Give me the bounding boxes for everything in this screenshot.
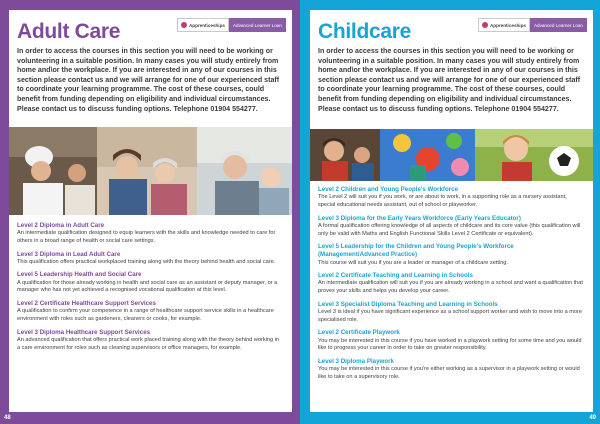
course-item	[17, 251, 283, 267]
course-description: An intermediate qualification will suit you if you are already working in a school and want a qualification that proves your skills and helps you develop your career.	[318, 280, 583, 295]
course-item	[318, 215, 584, 239]
course-item	[17, 300, 283, 324]
course-description: Level 3 is ideal if you have significant experience as a school support worker and wish to move into a more specialised role.	[318, 308, 582, 323]
adult-care-photo-strip	[9, 127, 292, 215]
intro-paragraph: In order to access the courses in this section you will need to be working or volunteering in a suitable position. In many cases you will study entirely from home and\or the workplace. If you are interested in any of our courses in this section please contact us and we will arrange for one of our experienced staff to coordinate your learning programme. The cost of these courses, could benefit from funding depending on eligibility and individual circumstances. Please contact us to discuss funding options. Telephone 01904 554277.	[17, 47, 280, 113]
course-item	[318, 272, 584, 296]
childcare-photo	[310, 129, 593, 181]
course-title: Level 2 Certificate Healthcare Support Services	[17, 299, 156, 307]
logo-tag: Advanced Learner Loan	[530, 18, 587, 32]
course-description: You may be interested in this course if you're either working as a supervisor in a playwork setting or would like to take on a supervisory role.	[318, 366, 580, 381]
course-item	[318, 186, 584, 210]
adult-care-panel	[9, 10, 292, 412]
course-title: Level 2 Certificate Teaching and Learning in Schools	[318, 272, 473, 280]
course-title: Level 5 Leadership Health and Social Care	[17, 271, 142, 279]
apprenticeships-logo	[478, 18, 587, 32]
course-item	[318, 358, 584, 382]
adult-care-course-list	[17, 222, 283, 357]
childcare-photo-strip	[310, 129, 593, 181]
course-description: This qualification offers practical workplaced training along with the theory behind health and social care.	[17, 258, 276, 265]
course-title: Level 2 Certificate Playwork	[318, 329, 400, 337]
page-title: Childcare	[318, 20, 411, 43]
logo-mark	[478, 18, 530, 32]
course-description: An intermediate qualification designed to equip learners with the skills and knowledge needed to care for others in a broad range of health or social care settings.	[17, 230, 276, 245]
logo-brand-text: Apprenticeships	[188, 22, 225, 28]
course-description: You may be interested in this course if you have worked in a playwork setting for some time and you would like to progress your career in order to take on greater responsibility.	[318, 337, 582, 352]
logo-mark	[177, 18, 229, 32]
logo-brand-text: Apprenticeships	[489, 22, 526, 28]
course-description: A formal qualification offering knowledge of all aspects of childcare and its core value (this qualification will only be valid with Maths and English Functional Skills Level 2 Certificate or equivalent).	[318, 222, 581, 237]
childcare-page	[300, 0, 600, 424]
course-item	[17, 329, 283, 353]
course-item	[318, 329, 584, 353]
course-item	[17, 271, 283, 295]
course-title: Level 5 Leadership for the Children and Young People's Workforce (Management/Advanced Practice)	[318, 243, 514, 259]
course-item	[17, 222, 283, 246]
childcare-panel	[310, 10, 593, 412]
logo-dot-icon	[482, 22, 488, 28]
course-title: Level 3 Diploma for the Early Years Workforce (Early Years Educator)	[318, 214, 521, 222]
course-title: Level 3 Specialist Diploma Teaching and Learning in Schools	[318, 300, 498, 308]
course-item	[318, 301, 584, 325]
course-title: Level 2 Children and Young People's Workforce	[318, 186, 459, 193]
course-description: This course will suit you if you are a leader or manager of a childcare setting.	[318, 259, 508, 266]
course-title: Level 3 Diploma Playwork	[318, 357, 394, 365]
course-title: Level 3 Diploma Healthcare Support Services	[17, 328, 151, 336]
course-description: An advanced qualification that offers practical work placed training along with the theory behind working in a care environment for roles such as cleaning supervisors or office managers, for example.	[17, 336, 280, 351]
childcare-course-list	[318, 186, 584, 387]
page-number: 48	[4, 415, 11, 421]
course-description: The Level 2 will suit you if you work, or are about to work, in a supporting role as a nursery assistant, special educational needs assistant, out of school or playworker.	[318, 194, 567, 209]
adult-care-photo	[9, 127, 292, 215]
course-description: A qualification to confirm your competence in a range of healthcare support service skills in a healthcare environment with roles such as gardeners, cleaners or cooks, for example.	[17, 308, 274, 323]
course-title: Level 2 Diploma in Adult Care	[17, 222, 105, 229]
apprenticeships-logo	[177, 18, 286, 32]
logo-tag: Advanced Learner Loan	[229, 18, 286, 32]
page-title: Adult Care	[17, 20, 121, 43]
logo-dot-icon	[181, 22, 187, 28]
course-description: A qualification for those already working in health and social care as an assistant or deputy manager, or a manager who has not yet achieved a recognised vocational qualification at this level.	[17, 279, 278, 294]
course-title: Level 3 Diploma in Lead Adult Care	[17, 250, 121, 258]
page-number: 49	[589, 415, 596, 421]
intro-paragraph: In order to access the courses in this section you will need to be working or volunteering in a suitable position. In many cases you will study entirely from home and\or the workplace. If you are interested in any of our courses in this section please contact us and we will arrange for one of our experienced staff to coordinate your learning programme. The cost of these courses, could benefit from funding depending on eligibility and individual circumstances. Please contact us to discuss funding options. Telephone 01904 554277.	[318, 47, 581, 113]
course-item	[318, 243, 584, 267]
